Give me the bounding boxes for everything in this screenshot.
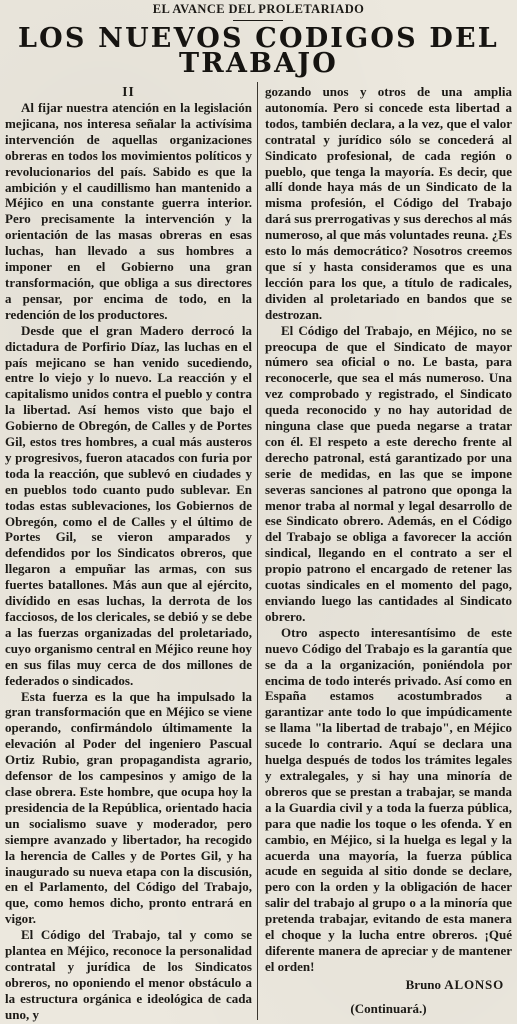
paragraph: El Código del Trabajo, en Méjico, no se preocupa de que el Sindicato de mayor número sea oficial o no. Le basta, para reconocerle, que sea el más numeroso. Una vez comprobado y registrado, el Sindicato queda reconocido y no hay autoridad de ninguna clase que pueda negarse a tratar con él. El respeto a este derecho frente al derecho patronal, está garantizado por una serie de medidas, en las que se impone severas sanciones al patrono que oponga la menor traba al normal y legal desarrollo de ese Sindicato obrero. Además, en el Código del Trabajo se obliga a favorecer la acción sindical, llegando en el contrato a ser el propio patrono el encargado de retener las cuotas sindicales en el momento del pago, enviando luego las cantidades al Sindicato obrero. bbox=[265, 322, 512, 624]
continued-note: (Continuará.) bbox=[350, 1000, 427, 1016]
section-number: II bbox=[122, 84, 135, 99]
paragraph: gozando unos y otros de una amplia autonomía. Pero si concede esta libertad a todos, también declara, a la vez, que el valor contratal y jurídico sólo se concederá al Sindicato profesional, de cada región o pueblo, que tenga la mayoría. Es decir, que allí donde haya más de un Sindicato de la misma profesión, el Código del Trabajo dará sus prerrogativas y sus derechos al más numeroso, al que más voluntades reuna. ¿Es esto lo más democrático? Nosotros creemos que sí y hasta consideramos que es una lección para los que, a título de radicales, dividen al proletariado en bandos que se destrozan. bbox=[265, 84, 512, 322]
right-column bbox=[265, 84, 512, 1017]
paragraph: Esta fuerza es la que ha impulsado la gran transformación que en Méjico se viene operando, confirmándolo últimamente la elevación al Poder del ingeniero Pascual Ortiz Rubio, gran propagandista agrario, defensor de los campesinos y amigo de la clase obrera. Este hombre, que ocupa hoy la presidencia de la República, orientado hacia un socialismo suave y moderador, pero siempre avanzado y libertador, ha recogido la herencia de Calles y de Portes Gil, y ha inaugurado su nueva etapa con la discusión, en el Parlamento, del Código del Trabajo, que, como hemos dicho, pronto entrará en vigor. bbox=[5, 688, 252, 927]
article-headline: LOS NUEVOS CODIGOS DEL TRABAJO bbox=[17, 23, 499, 79]
author-signature bbox=[265, 977, 512, 993]
author-surname: ALONSO bbox=[444, 976, 504, 992]
masthead: EL AVANCE DEL PROLETARIADO bbox=[152, 2, 365, 16]
masthead-rule bbox=[233, 20, 283, 21]
paragraph: El Código del Trabajo, tal y como se plantea en Méjico, reconoce la personalidad contratal y jurídica de los Sindicatos obreros, no oponiendo el menor obstáculo a la estructura orgánica e ideológica de cada uno, y bbox=[5, 927, 252, 1022]
column-divider bbox=[257, 82, 258, 1020]
paragraph: Otro aspecto interesantísimo de este nuevo Código del Trabajo es la garantía que se da a la organización, poniéndola por encima de todo interés privado. Así como en España estamos acostumbrados a garantizar ante todo lo que impúdicamente se llama "la libertad de trabajo", en Méjico sucede lo contrario. Aquí se declara una huelga después de todos los trámites legales y extralegales, y si hay una minoría de obreros que se prestan a trabajar, se manda a la Guardia civil y a toda la fuerza pública, para que nadie los toque o les ofenda. Y en cambio, en Méjico, si la huelga es legal y la acuerda una mayoría, la fuerza pública acude en seguida al sitio donde se declare, pero con la orden y la obligación de hacer salir del trabajo al grupo o a la minoría que pretenda trabajar, evitando de esta manera el choque y la lucha entre obreros. ¡Qué diferente manera de apreciar y de mantener el orden! bbox=[265, 624, 512, 974]
left-column bbox=[5, 84, 252, 1023]
paragraph: Desde que el gran Madero derrocó la dictadura de Porfirio Díaz, las luchas en el país mejicano se han venido sucediendo, entre lo viejo y lo nuevo. La reacción y el capitalismo unidos contra el pueblo y contra la libertad. Así hemos visto que bajo el Gobierno de Obregón, de Calles y de Portes Gil, estos tres hombres, a cual más austeros y progresivos, fueron atacados con furia por toda la reacción, que sublevó en ciudades y en pueblos todo cuanto pudo sublevar. En todas estas sublevaciones, los Gobiernos de Obregón, como el de Calles y el último de Portes Gil, se vieron amparados y defendidos por los Sindicatos obreros, que llegaron a empuñar las armas, con sus fuertes batallones. Más aun que al ejército, divídido en esas luchas, la derrota de los facciosos, de los clericales, se debió y se debe a las fuerzas organizadas del proletariado, cuyo organismo central en Méjico reune hoy en sus filas muy cerca de dos millones de federados o sindicados. bbox=[5, 322, 252, 688]
paragraph: Al fijar nuestra atención en la legislación mejicana, nos interesa señalar la activísima intervención de aquellas organizaciones obreras en todos los movimientos políticos y revolucionarios del país. Sabido es que la ambición y el caudillismo han mantenido a Méjico en una constante guerra interior. Pero precisamente la intervención y la orientación de las masas obreras en esas luchas, han llevado a sus hombres a imponer en el Gobierno una gran transformación, que obliga a sus directores a pensar, por encima de todo, en la redención de los productores. bbox=[5, 100, 252, 322]
author-first-name: Bruno bbox=[405, 976, 442, 992]
